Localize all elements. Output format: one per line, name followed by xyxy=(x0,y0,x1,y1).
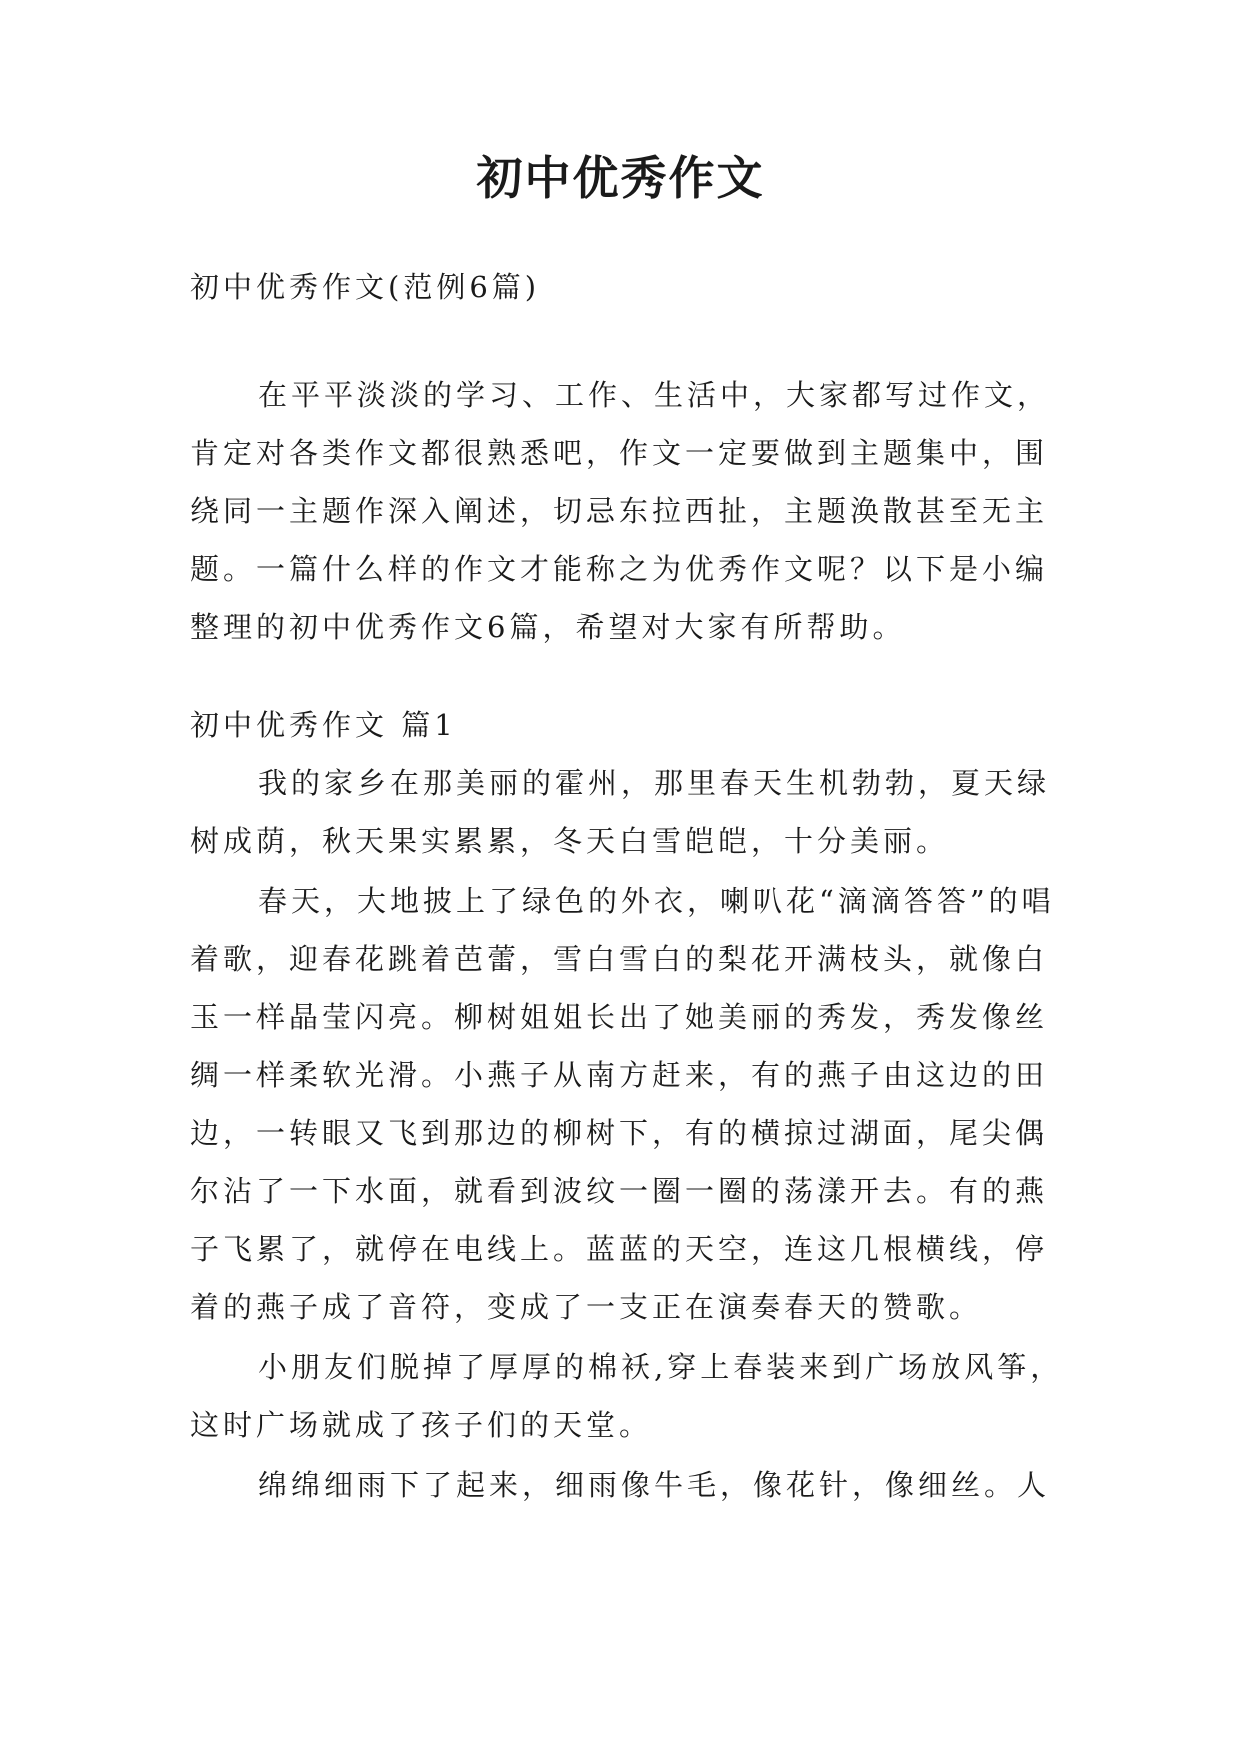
paragraph: 绵绵细雨下了起来，细雨像牛毛，像花针，像细丝。人 xyxy=(258,1468,1051,1502)
paragraph: 春天，大地披上了绿色的外衣，喇叭花“滴滴答答”的唱着歌，迎春花跳着芭蕾，雪白雪白的梨花开满枝头，就像白玉一样晶莹闪亮。柳树姐姐长出了她美丽的秀发，秀发像丝绸一样柔软光滑。小燕子从南方赶来，有的燕子由这边的田边，一转眼又飞到那边的柳树下，有的横掠过湖面，尾尖偶尔沾了一下水面，就看到波纹一圈一圈的荡漾开去。有的燕子飞累了，就停在电线上。蓝蓝的天空，连这几根横线，停着的燕子成了音符，变成了一支正在演奏春天的赞歌。 xyxy=(190,884,1055,1324)
paragraph: 小朋友们脱掉了厚厚的棉袄,穿上春装来到广场放风筝，这时广场就成了孩子们的天堂。 xyxy=(190,1350,1064,1442)
document-subtitle: 初中优秀作文(范例6篇) xyxy=(190,270,541,304)
paragraph: 我的家乡在那美丽的霍州，那里春天生机勃勃，夏天绿树成荫，秋天果实累累，冬天白雪皑皑，十分美丽。 xyxy=(190,766,1051,858)
document-body xyxy=(190,258,1070,1514)
intro-paragraph: 在平平淡淡的学习、工作、生活中，大家都写过作文，肯定对各类作文都很熟悉吧，作文一定要做到主题集中，围绕同一主题作深入阐述，切忌东拉西扯，主题涣散甚至无主题。一篇什么样的作文才能称之为优秀作文呢？以下是小编整理的初中优秀作文6篇，希望对大家有所帮助。 xyxy=(190,378,1051,644)
document-title: 初中优秀作文 xyxy=(476,151,765,205)
section-heading: 初中优秀作文 篇1 xyxy=(190,708,457,742)
